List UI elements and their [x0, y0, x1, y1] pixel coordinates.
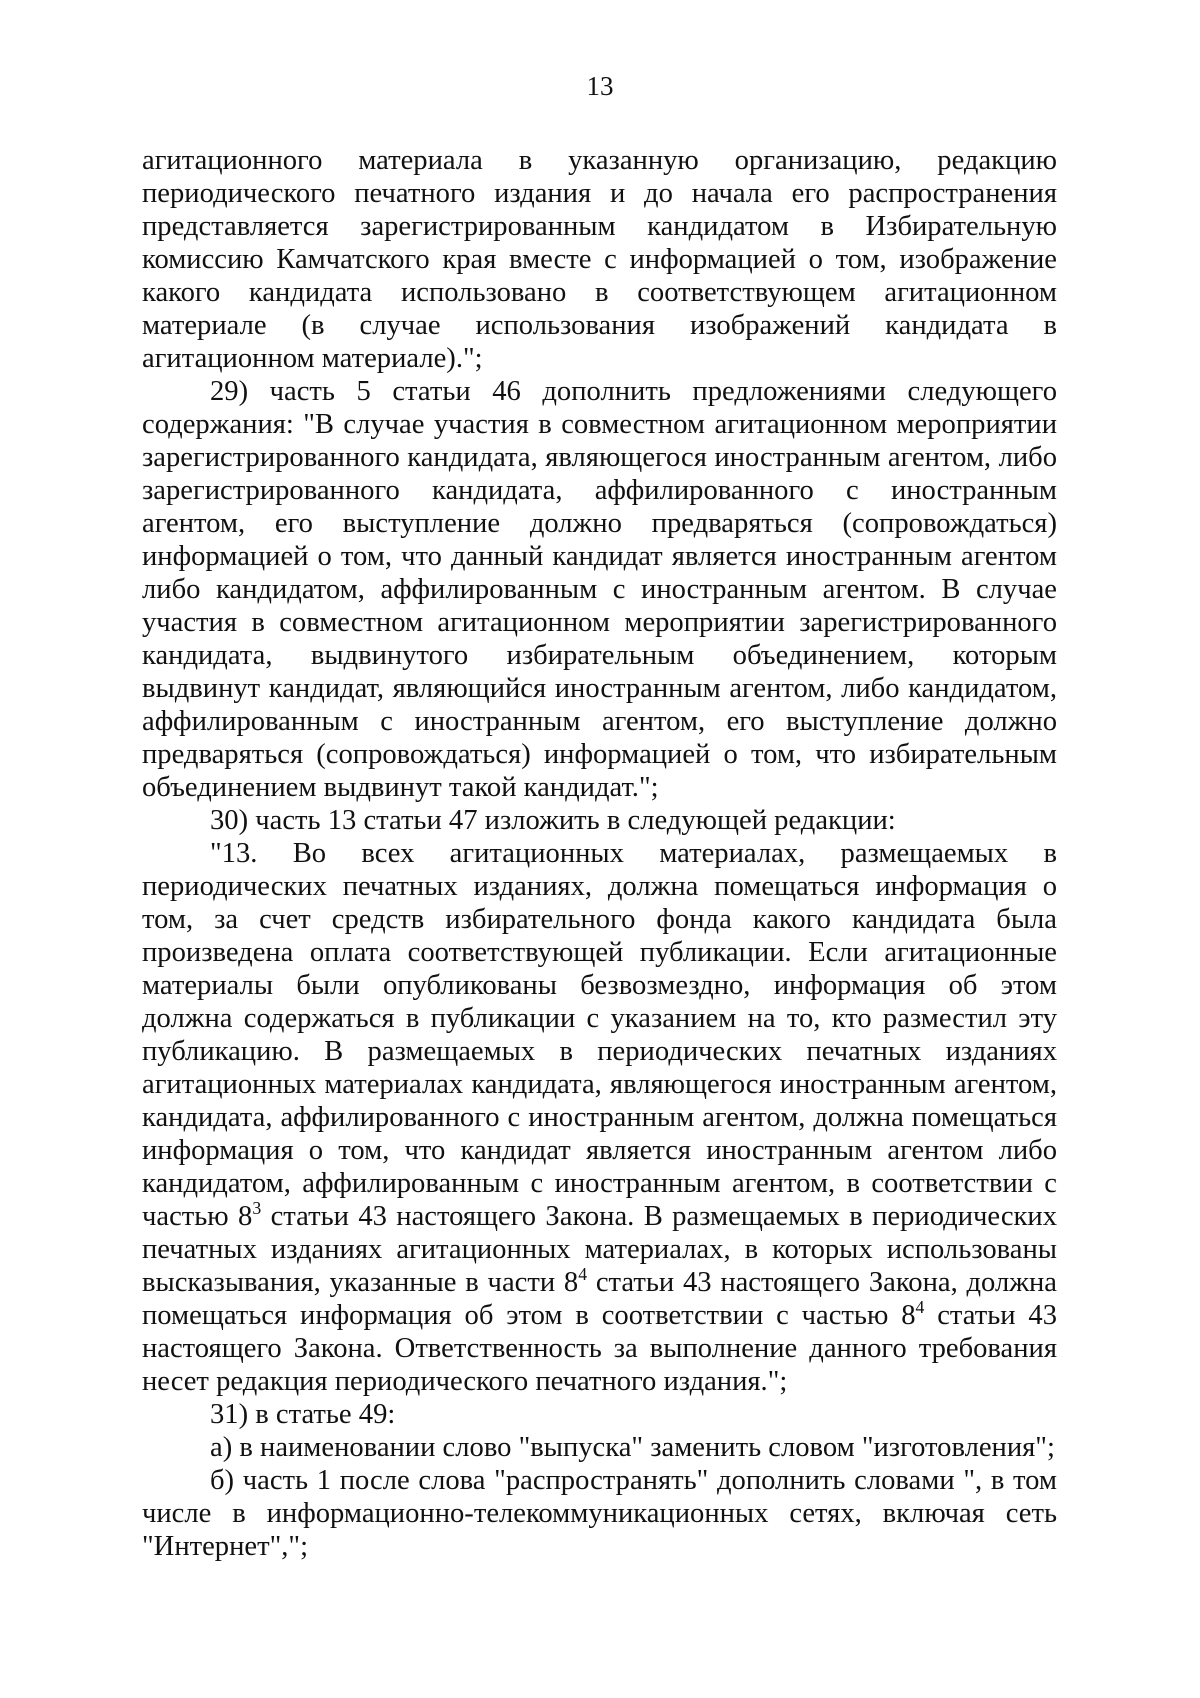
paragraph-item-29: 29) часть 5 статьи 46 дополнить предложениями следующего содержания: "В случае участия в совместном агитационном мероприятии зарегистрированного кандидата, являющегося иностранным агентом, либо зарегистрированного кандидата, аффилированного с иностранным агентом, его выступление должно предваряться (сопровождаться) информацией о том, что данный кандидат является иностранным агентом либо кандидатом, аффилированным с иностранным агентом. В случае участия в совместном агитационном мероприятии зарегистрированного кандидата, выдвинутого избирательным объединением, которым выдвинут кандидат, являющийся иностранным агентом, либо кандидатом, аффилированным с иностранным агентом, его выступление должно предваряться (сопровождаться) информацией о том, что избирательным объединением выдвинут такой кандидат.";: [142, 376, 1057, 803]
paragraph-subitem-b: б) часть 1 после слова "распространять" дополнить словами ", в том числе в информационно-телекоммуникационных сетях, включая сеть "Интернет",";: [142, 1465, 1057, 1562]
superscript-3: 3: [252, 1198, 262, 1219]
document-body: [142, 144, 1057, 1563]
part-13-text-d: статьи 43 настоящего Закона. Ответственность за выполнение данного требования несет редакция периодического печатного издания.";: [142, 1300, 1057, 1397]
page-number: 13: [586, 71, 614, 101]
part-13-text-b: статьи 43 настоящего Закона. В размещаемых в периодических печатных изданиях агитационных материалах, в которых использованы высказывания, указанные в части 8: [142, 1201, 1058, 1298]
paragraph-continuation: агитационного материала в указанную организацию, редакцию периодического печатного издания и до начала его распространения представляется зарегистрированным кандидатом в Избирательную комиссию Камчатского края вместе с информацией о том, изображение какого кандидата использовано в соответствующем агитационном материале (в случае использования изображений кандидата в агитационном материале).";: [142, 145, 1057, 374]
part-13-text-a: "13. Во всех агитационных материалах, размещаемых в периодических печатных изданиях, должна помещаться информация о том, за счет средств избирательного фонда какого кандидата была произведена оплата соответствующей публикации. Если агитационные материалы были опубликованы безвозмездно, информация об этом должна содержаться в публикации с указанием на то, кто разместил эту публикацию. В размещаемых в периодических печатных изданиях агитационных материалах кандидата, являющегося иностранным агентом, кандидата, аффилированного с иностранным агентом, должна помещаться информация о том, что кандидат является иностранным агентом либо кандидатом, аффилированным с иностранным агентом, в соответствии с частью 8: [142, 838, 1057, 1232]
superscript-4: 4: [578, 1264, 588, 1285]
paragraph-subitem-a: а) в наименовании слово "выпуска" заменить словом "изготовления";: [210, 1432, 1055, 1463]
paragraph-item-30: 30) часть 13 статьи 47 изложить в следующей редакции:: [210, 805, 896, 836]
superscript-4-second: 4: [915, 1297, 925, 1318]
paragraph-part-13-text: [142, 837, 1057, 1398]
paragraph-item-31: 31) в статье 49:: [210, 1399, 396, 1430]
part-13-text-c: статьи 43 настоящего Закона, должна помещаться информация об этом в соответствии с частью 8: [142, 1267, 1057, 1331]
